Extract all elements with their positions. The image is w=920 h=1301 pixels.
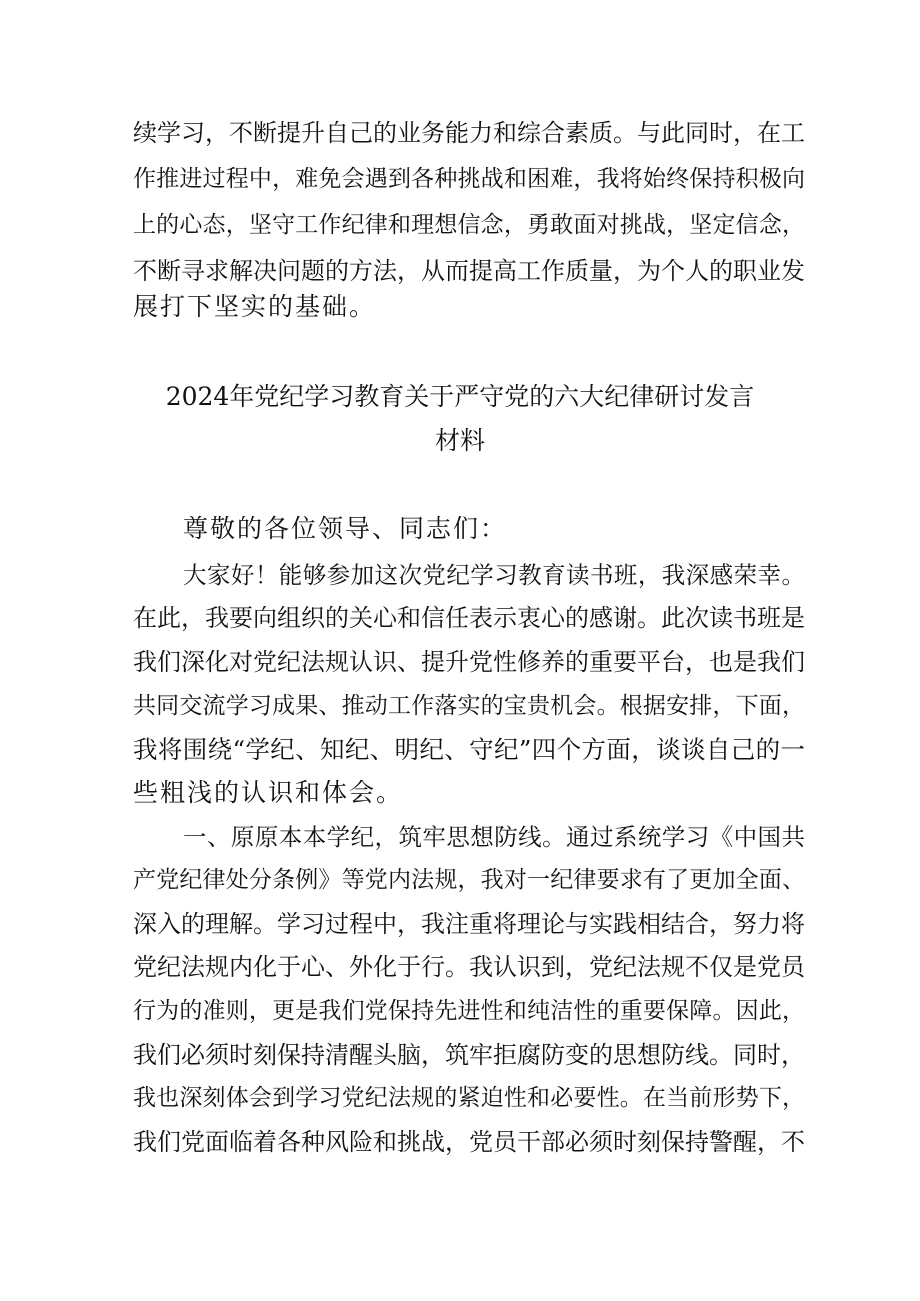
section1-line: 行为的准则，更是我们党保持先进性和纯洁性的重要保障。因此， (133, 998, 805, 1024)
continuation-line: 作推进过程中，难免会遇到各种挑战和困难，我将始终保持积极向 (133, 166, 805, 192)
continuation-line: 上的心态，坚守工作纪律和理想信念，勇敢面对挑战，坚定信念， (133, 212, 805, 238)
intro-line: 我将围绕“学纪、知纪、明纪、守纪”四个方面，谈谈自己的一 (133, 735, 805, 764)
section1-line: 产党纪律处分条例》等党内法规，我对一纪律要求有了更加全面、 (133, 867, 805, 893)
section1-line: 我也深刻体会到学习党纪法规的紧迫性和必要性。在当前形势下， (133, 1085, 805, 1111)
intro-line: 在此，我要向组织的关心和信任表示衷心的感谢。此次读书班是 (133, 604, 805, 632)
section1-line: 一、原原本本学纪，筑牢思想防线。通过系统学习《中国共 (183, 823, 805, 851)
section1-line: 我们党面临着各种风险和挑战，党员干部必须时刻保持警醒，不 (133, 1128, 805, 1156)
section1-line: 党纪法规内化于心、外化于行。我认识到，党纪法规不仅是党员 (133, 953, 805, 981)
salutation: 尊敬的各位领导、同志们： (183, 514, 508, 543)
section1-line: 深入的理解。学习过程中，我注重将理论与实践相结合，努力将 (133, 910, 805, 938)
intro-line: 些粗浅的认识和体会。 (133, 778, 404, 807)
intro-line: 我们深化对党纪法规认识、提升党性修养的重要平台，也是我们 (133, 648, 805, 676)
continuation-line: 不断寻求解决问题的方法，从而提高工作质量，为个人的职业发 (133, 257, 805, 285)
continuation-line: 续学习，不断提升自己的业务能力和综合素质。与此同时，在工 (133, 119, 805, 147)
document-title: 2024年党纪学习教育关于严守党的六大纪律研讨发言 (165, 382, 755, 411)
intro-line: 大家好！能够参加这次党纪学习教育读书班，我深感荣幸。 (183, 561, 805, 589)
continuation-line: 展打下坚实的基础。 (133, 292, 377, 321)
document-title-continued: 材料 (434, 426, 485, 455)
section1-line: 我们必须时刻保持清醒头脑，筑牢拒腐防变的思想防线。同时， (133, 1041, 805, 1069)
intro-line: 共同交流学习成果、推动工作落实的宝贵机会。根据安排，下面， (133, 693, 805, 719)
